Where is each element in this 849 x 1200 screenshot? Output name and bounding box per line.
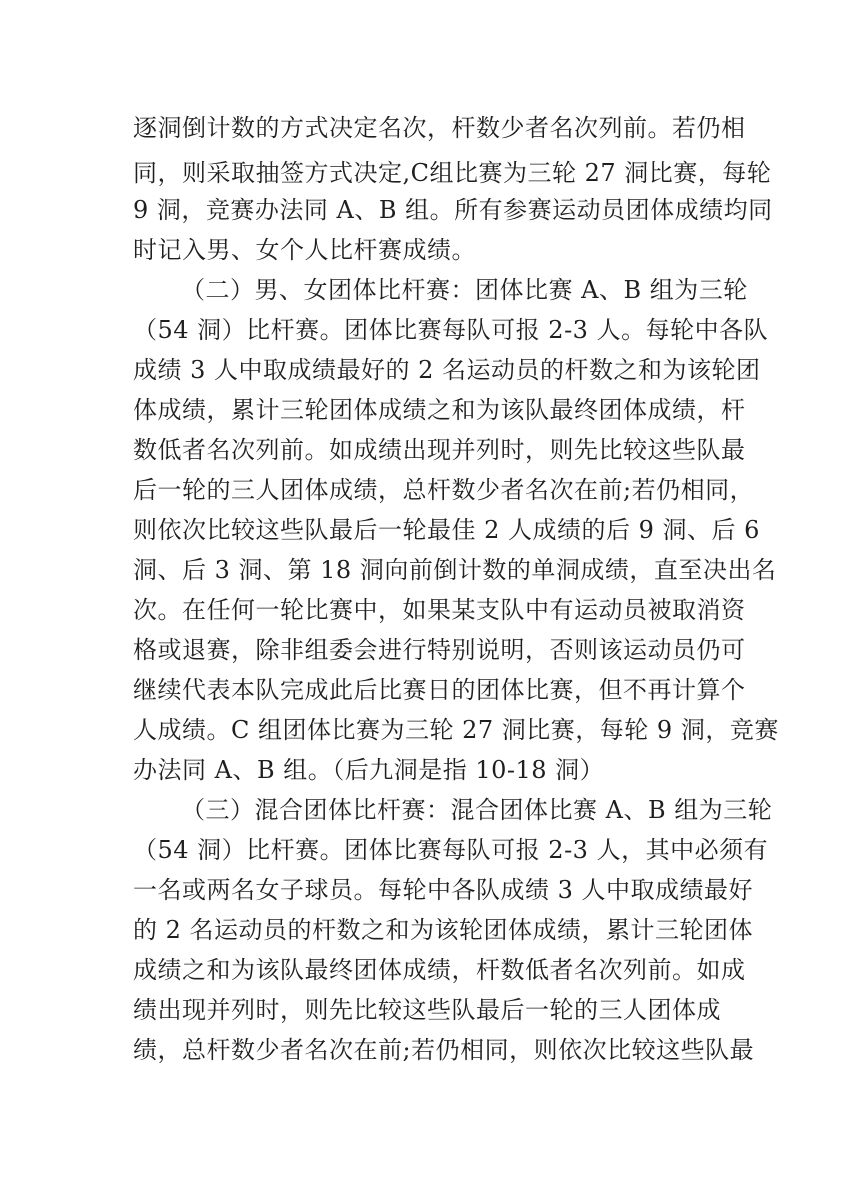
text-line: 数低者名次列前。如成绩出现并列时，则先比较这些队最 [133, 436, 746, 464]
text-line: 的 2 名运动员的杆数之和为该轮团体成绩，累计三轮团体 [133, 916, 754, 944]
text-line: 洞、后 3 洞、第 18 洞向前倒计数的单洞成绩，直至决出名 [133, 556, 777, 584]
text-line: 绩出现并列时，则先比较这些队最后一轮的三人团体成 [133, 996, 721, 1024]
text-line: 时记入男、女个人比杆赛成绩。 [133, 236, 476, 264]
text-line: （54 洞）比杆赛。团体比赛每队可报 2-3 人，其中必须有 [133, 836, 769, 864]
text-line: 绩，总杆数少者名次在前;若仍相同，则依次比较这些队最 [133, 1036, 755, 1064]
text-line: 同，则采取抽签方式决定,C组比赛为三轮 27 洞比赛，每轮 [133, 159, 772, 187]
text-line: 后一轮的三人团体成绩，总杆数少者名次在前;若仍相同， [133, 476, 755, 504]
text-line: 格或退赛，除非组委会进行特别说明，否则该运动员仍可 [133, 636, 746, 664]
section-heading-line: （二）男、女团体比杆赛：团体比赛 A、B 组为三轮 [181, 276, 748, 304]
text-line: 继续代表本队完成此后比赛日的团体比赛，但不再计算个 [133, 676, 746, 704]
text-line: 成绩之和为该队最终团体成绩，杆数低者名次列前。如成 [133, 956, 746, 984]
text-line: 9 洞，竞赛办法同 A、B 组。所有参赛运动员团体成绩均同 [133, 196, 773, 224]
text-line: 逐洞倒计数的方式决定名次，杆数少者名次列前。若仍相 [133, 114, 746, 142]
text-line: （54 洞）比杆赛。团体比赛每队可报 2-3 人。每轮中各队 [133, 316, 769, 344]
text-line: 办法同 A、B 组。（后九洞是指 10-18 洞） [133, 756, 605, 784]
text-line: 次。在任何一轮比赛中，如果某支队中有运动员被取消资 [133, 596, 746, 624]
text-line: 体成绩，累计三轮团体成绩之和为该队最终团体成绩，杆 [133, 396, 746, 424]
section-heading-line: （三）混合团体比杆赛：混合团体比赛 A、B 组为三轮 [181, 796, 773, 824]
text-line: 一名或两名女子球员。每轮中各队成绩 3 人中取成绩最好 [133, 876, 754, 904]
text-line: 则依次比较这些队最后一轮最佳 2 人成绩的后 9 洞、后 6 [133, 516, 760, 544]
text-line: 人成绩。C 组团体比赛为三轮 27 洞比赛，每轮 9 洞，竞赛 [133, 716, 779, 744]
text-line: 成绩 3 人中取成绩最好的 2 名运动员的杆数之和为该轮团 [133, 356, 761, 384]
